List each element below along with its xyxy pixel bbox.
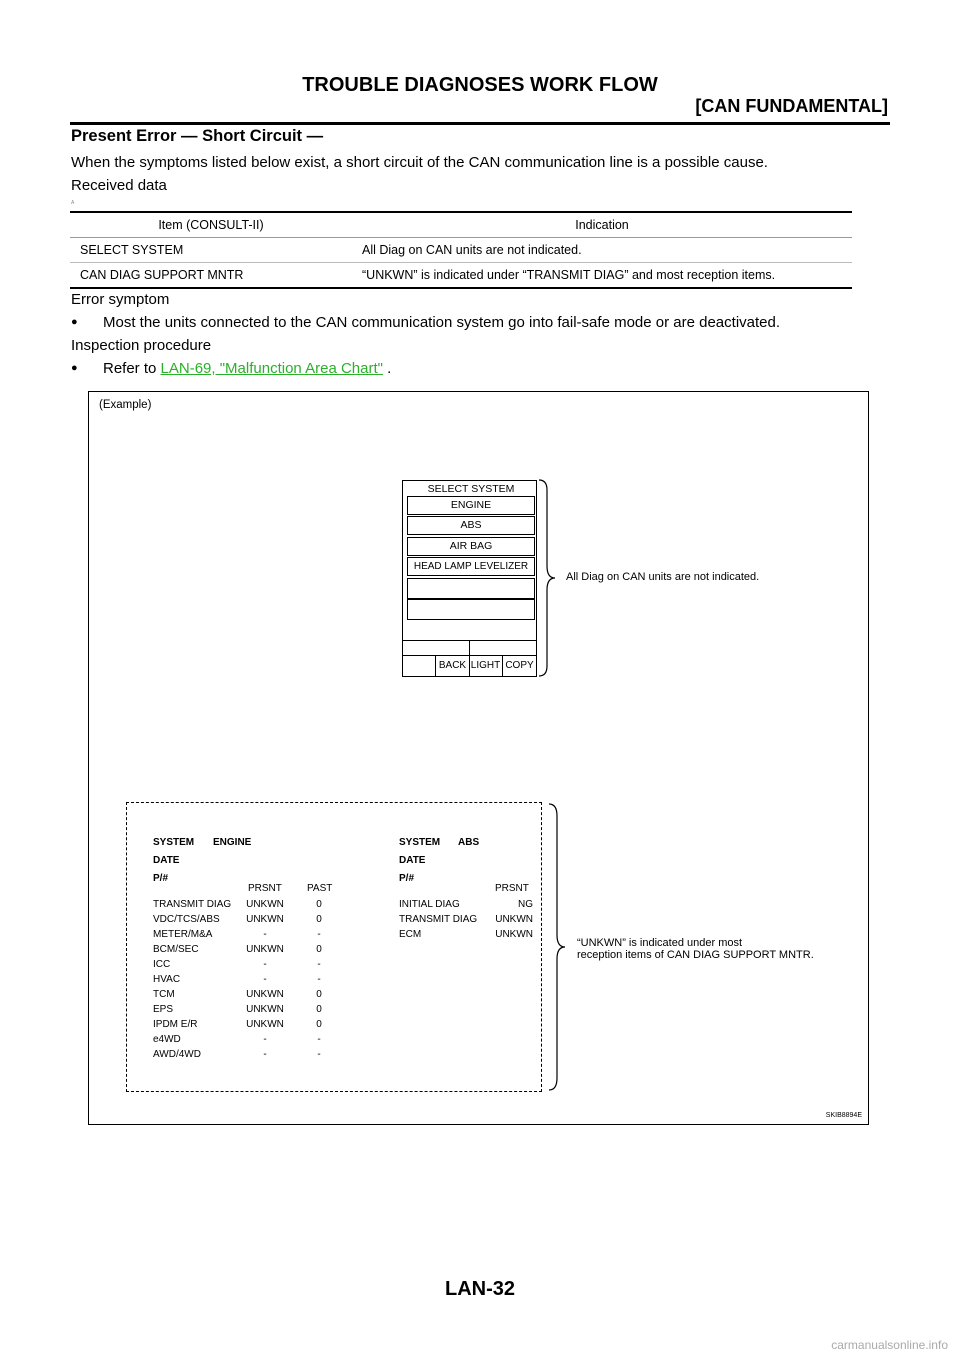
abs-system-value: ABS: [458, 837, 480, 848]
table-row: [70, 238, 852, 263]
table-header-item: Item (CONSULT-II): [70, 212, 352, 238]
engine-row-cell: TRANSMIT DIAG: [153, 899, 232, 910]
watermark: carmanualsonline.info: [831, 1338, 948, 1352]
back-button: BACK: [438, 660, 467, 671]
engine-row-cell: VDC/TCS/ABS: [153, 914, 220, 925]
intro-paragraph: When the symptoms listed below exist, a short circuit of the CAN communication line is a possible cause.: [71, 154, 768, 171]
engine-row-cell: 0: [316, 1019, 322, 1030]
section-title: Present Error — Short Circuit —: [71, 127, 324, 145]
engine-row-cell: UNKWN: [246, 1004, 284, 1015]
engine-row-cell: EPS: [153, 1004, 174, 1015]
engine-row-cell: -: [263, 929, 267, 940]
engine-row-cell: UNKWN: [246, 914, 284, 925]
abs-row-cell: UNKWN: [495, 914, 533, 925]
table-header-row: [70, 212, 852, 238]
tiny-mark: A: [71, 200, 75, 206]
page-number: LAN-32: [444, 1278, 515, 1300]
engine-col-past: PAST: [307, 883, 333, 894]
engine-row-cell: e4WD: [153, 1034, 181, 1045]
engine-row-cell: 0: [316, 989, 322, 1000]
abs-date-label: DATE: [399, 855, 426, 866]
table-row: [70, 263, 852, 289]
error-symptom-item: [71, 314, 780, 331]
engine-row-cell: -: [317, 1034, 321, 1045]
malfunction-area-chart-link[interactable]: LAN-69, "Malfunction Area Chart": [160, 360, 383, 377]
table-cell: CAN DIAG SUPPORT MNTR: [70, 263, 352, 289]
brace-icon: [537, 478, 559, 678]
menu-item-engine: ENGINE: [407, 496, 535, 515]
engine-row-cell: UNKWN: [246, 899, 284, 910]
table-cell: SELECT SYSTEM: [70, 238, 352, 263]
page-header-section: [CAN FUNDAMENTAL]: [695, 96, 888, 116]
engine-row-cell: -: [317, 959, 321, 970]
engine-row-cell: IPDM E/R: [153, 1019, 198, 1030]
received-data-label: Received data: [71, 177, 167, 194]
engine-row-cell: -: [317, 929, 321, 940]
abs-row-cell: TRANSMIT DIAG: [399, 914, 478, 925]
engine-row-cell: 0: [316, 1004, 322, 1015]
copy-button: COPY: [505, 660, 534, 671]
received-data-table: [70, 211, 852, 289]
menu-item-air-bag: AIR BAG: [407, 537, 535, 556]
engine-row-cell: ICC: [153, 959, 171, 970]
light-button: LIGHT: [470, 660, 501, 671]
figure-id: SKIB8894E: [825, 1112, 862, 1119]
engine-row-cell: -: [263, 974, 267, 985]
menu-item-head-lamp: HEAD LAMP LEVELIZER: [407, 557, 535, 576]
abs-row-cell: INITIAL DIAG: [399, 899, 460, 910]
menu-item-empty: [407, 599, 535, 620]
engine-row-cell: -: [263, 1034, 267, 1045]
abs-col-prsnt: PRSNT: [495, 883, 529, 894]
engine-row-cell: AWD/4WD: [153, 1049, 201, 1060]
select-system-screen: [402, 480, 537, 677]
error-symptom-label: Error symptom: [71, 291, 170, 308]
inspection-label: Inspection procedure: [71, 337, 212, 354]
menu-item-abs: ABS: [407, 516, 535, 535]
engine-row-cell: 0: [316, 899, 322, 910]
abs-row-cell: ECM: [399, 929, 422, 940]
engine-row-cell: UNKWN: [246, 989, 284, 1000]
inspection-prefix: Refer to: [103, 360, 161, 377]
engine-row-cell: 0: [316, 944, 322, 955]
engine-row-cell: -: [317, 1049, 321, 1060]
engine-date-label: DATE: [153, 855, 180, 866]
engine-row-cell: UNKWN: [246, 944, 284, 955]
header-rule: [70, 122, 890, 125]
table-header-indication: Indication: [352, 212, 852, 238]
engine-row-cell: -: [317, 974, 321, 985]
engine-row-cell: METER/M&A: [153, 929, 213, 940]
callout-line: reception items of CAN DIAG SUPPORT MNTR.: [577, 949, 814, 961]
inspection-item: [71, 360, 391, 377]
diag-support-panel: [126, 802, 542, 1092]
bullet-icon: ●: [71, 362, 78, 374]
engine-system-label: SYSTEM: [153, 837, 195, 848]
page-header-title: TROUBLE DIAGNOSES WORK FLOW: [302, 74, 658, 96]
abs-row-cell: NG: [518, 899, 533, 910]
engine-row-cell: 0: [316, 914, 322, 925]
engine-row-cell: UNKWN: [246, 1019, 284, 1030]
abs-system-label: SYSTEM: [399, 837, 441, 848]
table-cell: “UNKWN” is indicated under “TRANSMIT DIAG” and most reception items.: [352, 263, 852, 289]
engine-row-cell: HVAC: [153, 974, 181, 985]
callout-diag-support: [577, 937, 814, 961]
menu-item-empty: [407, 578, 535, 599]
example-label: (Example): [99, 399, 152, 411]
brace-icon: [547, 802, 569, 1092]
error-symptom-text: Most the units connected to the CAN communication system go into fail-safe mode or are deactivated.: [103, 314, 781, 331]
select-system-title: SELECT SYSTEM: [427, 483, 515, 495]
engine-system-value: ENGINE: [213, 837, 252, 848]
engine-row-cell: BCM/SEC: [153, 944, 199, 955]
engine-row-cell: -: [263, 959, 267, 970]
abs-row-cell: UNKWN: [495, 929, 533, 940]
engine-row-cell: -: [263, 1049, 267, 1060]
callout-select-system: All Diag on CAN units are not indicated.: [566, 571, 760, 583]
bullet-icon: ●: [71, 316, 78, 328]
divider: [469, 640, 470, 655]
abs-pn-label: P/#: [399, 873, 415, 884]
example-figure: [88, 391, 869, 1125]
engine-row-cell: TCM: [153, 989, 175, 1000]
callout-line: “UNKWN” is indicated under most: [577, 937, 743, 949]
engine-col-prsnt: PRSNT: [248, 883, 282, 894]
table-cell: All Diag on CAN units are not indicated.: [352, 238, 852, 263]
engine-pn-label: P/#: [153, 873, 169, 884]
inspection-suffix: .: [382, 360, 392, 377]
